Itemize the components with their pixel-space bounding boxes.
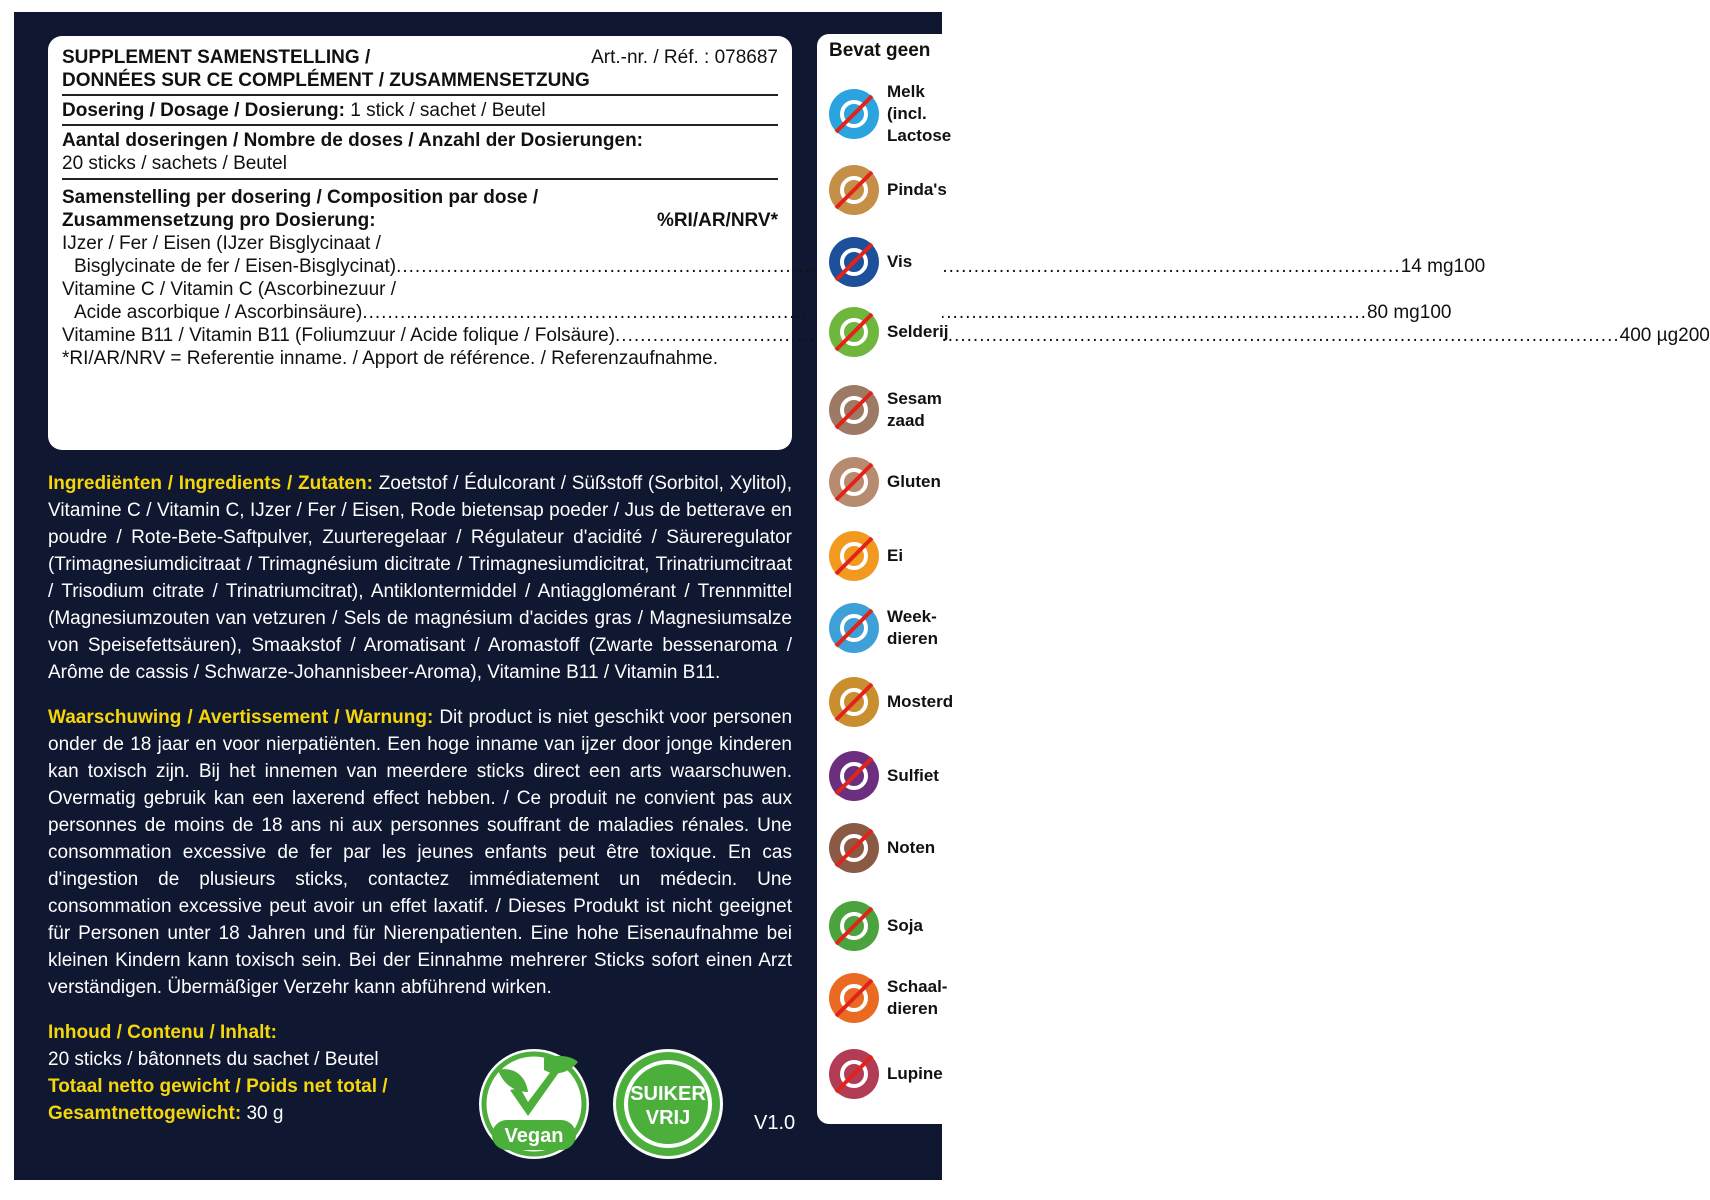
mollusc-icon [827, 601, 881, 655]
crustacean-icon [827, 971, 881, 1025]
allergen-label: Sesam zaad [887, 389, 942, 430]
mustard-icon [827, 675, 881, 729]
dosage-value: 1 stick / sachet / Beutel [350, 100, 546, 121]
allergen-item [827, 1046, 943, 1102]
nutrient-line1: IJzer / Fer / Eisen (IJzer Bisglycinaat / [62, 233, 381, 254]
doses-section [62, 126, 778, 180]
peanut-icon [827, 163, 881, 217]
leader-dots [615, 324, 1620, 347]
ri-header: %RI/AR/NRV* [656, 210, 778, 231]
warning-paragraph [48, 704, 792, 1001]
facts-title-line2: DONNÉES SUR CE COMPLÉMENT / ZUSAMMENSETZUNG [62, 70, 590, 91]
facts-title-line1: SUPPLEMENT SAMENSTELLING / [62, 47, 371, 68]
warning-text: Dit product is niet geschikt voor personen onder de 18 jaar en voor nierpatiënten. Een hoge inname van ijzer door jonge kinderen kan toxisch zijn. Bij het innemen van meerdere sticks direct een arts waarschuwen. Overmatig gebruik kan een laxerend effect hebben. / Ce produit ne convient pas aux personnes de moins de 18 ans ni aux personnes souffrant de maladies rénales. Une consommation excessive de fer par les jeunes enfants peut être toxique. En cas d'ingestion de plusieurs sticks, contactez immédiatement un médecin. Une consommation excessive peut avoir un effet laxatif. / Dieses Produkt ist nicht geeignet für Personen unter 18 Jahren und für Nierenpatienten. Eine hohe Eisenaufnahme bei kleinen Kindern kann toxisch sein. Bei der Einnahme mehrerer Sticks sofort einen Arzt verständigen. Übermäßiger Verzehr kann abführend wirken. [48, 707, 793, 998]
ingredients-text: Zoetstof / Édulcorant / Süßstoff (Sorbitol, Xylitol), Vitamine C / Vitamin C, IJzer / Fer / Eisen, Rode bietensap poeder / Jus de betterave en poudre / Rote-Bete-Saftpulver, Zuurteregelaar / Régulateur d'acidité / Säureregulator (Trimagnesiumdicitraat / Trimagnésium dicitrate / Trimagnesiumdicitrat, Trinatriumcitraat / Trisodium citrate / Trinatriumcitrat), Antiklontermiddel / Antiagglomérant / Trennmittel (Magnesiumzouten van vetzuren / Sels de magnésium d'acides gras / Magnesiumsalze von Speisefettsäuren), Smaakstof / Aromatisant / Aromastoff (Zwarte bessenaroma / Arôme de cassis / Schwarze-Johannisbeer-Aroma), Vitamine B11 / Vitamin B11. [48, 473, 792, 683]
version-label: V1.0 [754, 1112, 796, 1134]
allergen-item [827, 382, 942, 438]
allergen-item [827, 674, 953, 730]
allergen-label: Sulfiet [887, 766, 939, 785]
allergen-item [827, 82, 952, 145]
nutrient-ri: 100 [1453, 256, 1486, 277]
allergen-label: Ei [887, 546, 904, 565]
allergen-item [827, 820, 935, 876]
allergen-item [827, 528, 903, 584]
allergen-label: Pinda's [887, 180, 947, 199]
sesame-icon [827, 383, 881, 437]
gluten-icon [827, 455, 881, 509]
nutrient-line2: Acide ascorbique / Ascorbinsäure) [74, 302, 363, 323]
certification-badges [478, 1046, 738, 1167]
nutrient-line2: Vitamine B11 / Vitamin B11 (Foliumzuur / Acide folique / Folsäure) [62, 325, 616, 346]
sugar-free-text-line2: VRIJ [645, 1107, 691, 1129]
allergen-label: Schaal- dieren [887, 977, 948, 1018]
allergen-free-panel [817, 34, 954, 1124]
label-body-text [48, 470, 792, 1127]
allergen-label: Week- dieren [887, 607, 939, 648]
allergen-item [827, 234, 912, 290]
facts-title-section [62, 46, 778, 96]
net-weight-label-line2: Gesamtnettogewicht: [48, 1103, 242, 1124]
allergen-item [827, 970, 947, 1026]
doses-value: 20 sticks / sachets / Beutel [62, 153, 287, 174]
doses-label: Aantal doseringen / Nombre de doses / Anzahl der Dosierungen: [62, 130, 644, 151]
badge-graphics [478, 1046, 738, 1162]
milk-icon [827, 87, 881, 141]
vegan-badge [479, 1049, 589, 1159]
allergen-label: Soja [887, 916, 923, 935]
allergen-panel-title: Bevat geen [829, 40, 931, 61]
lupin-icon [827, 1047, 881, 1101]
nutrient-amount: 80 mg [1366, 302, 1420, 323]
celery-icon [827, 305, 881, 359]
net-weight-label-line1: Totaal netto gewicht / Poids net total / [48, 1076, 388, 1097]
sugar-free-badge [613, 1049, 723, 1159]
allergen-label: Selderij [887, 322, 949, 341]
ingredients-paragraph [48, 470, 792, 686]
allergen-label: Lupine [887, 1064, 943, 1083]
vegan-badge-text: Vegan [504, 1125, 564, 1147]
nutrient-ri: 100 [1419, 302, 1452, 323]
allergen-label: Mosterd [887, 692, 954, 711]
allergen-label: Vis [887, 252, 913, 271]
allergen-item [827, 600, 938, 656]
allergen-label: Gluten [887, 472, 941, 491]
allergen-item [827, 898, 923, 954]
allergen-item [827, 304, 948, 360]
allergen-item [827, 162, 947, 218]
sulphite-icon [827, 749, 881, 803]
nutrient-amount: 400 µg [1619, 325, 1679, 346]
ri-footnote: *RI/AR/NRV = Referentie inname. / Apport de référence. / Referenzaufnahme. [62, 348, 719, 369]
nutrient-amount: 14 mg [1400, 256, 1454, 277]
nuts-icon [827, 821, 881, 875]
article-number: Art.-nr. / Réf. : 078687 [591, 47, 778, 68]
egg-icon [827, 529, 881, 583]
nutrient-line1: Vitamine C / Vitamin C (Ascorbinezuur / [62, 279, 397, 300]
nutrient-line2: Bisglycinate de fer / Eisen-Bisglycinat) [74, 256, 397, 277]
net-weight-value: 30 g [246, 1103, 284, 1124]
soy-icon [827, 899, 881, 953]
sugar-free-text-line1: SUIKER [630, 1083, 706, 1105]
allergen-item [827, 748, 939, 804]
composition-heading-row [62, 209, 778, 232]
allergen-label: Melk (incl. Lactose [887, 82, 952, 145]
composition-heading-line1: Samenstelling per dosering / Composition par dose / [62, 187, 539, 208]
dosage-section [62, 96, 778, 126]
ingredients-label: Ingrediënten / Ingredients / Zutaten: [48, 473, 373, 494]
composition-heading-line2: Zusammensetzung pro Dosierung: [62, 210, 376, 231]
contents-label: Inhoud / Contenu / Inhalt: [48, 1022, 278, 1043]
allergen-label: Noten [887, 838, 936, 857]
warning-label: Waarschuwing / Avertissement / Warnung: [48, 707, 434, 728]
allergen-item [827, 454, 941, 510]
contents-value: 20 sticks / bâtonnets du sachet / Beutel [48, 1049, 379, 1070]
fish-icon [827, 235, 881, 289]
nutrient-ri: 200 [1678, 325, 1710, 346]
nutrient-vitamin-c [62, 278, 1452, 324]
dosage-label: Dosering / Dosage / Dosierung: [62, 100, 345, 121]
